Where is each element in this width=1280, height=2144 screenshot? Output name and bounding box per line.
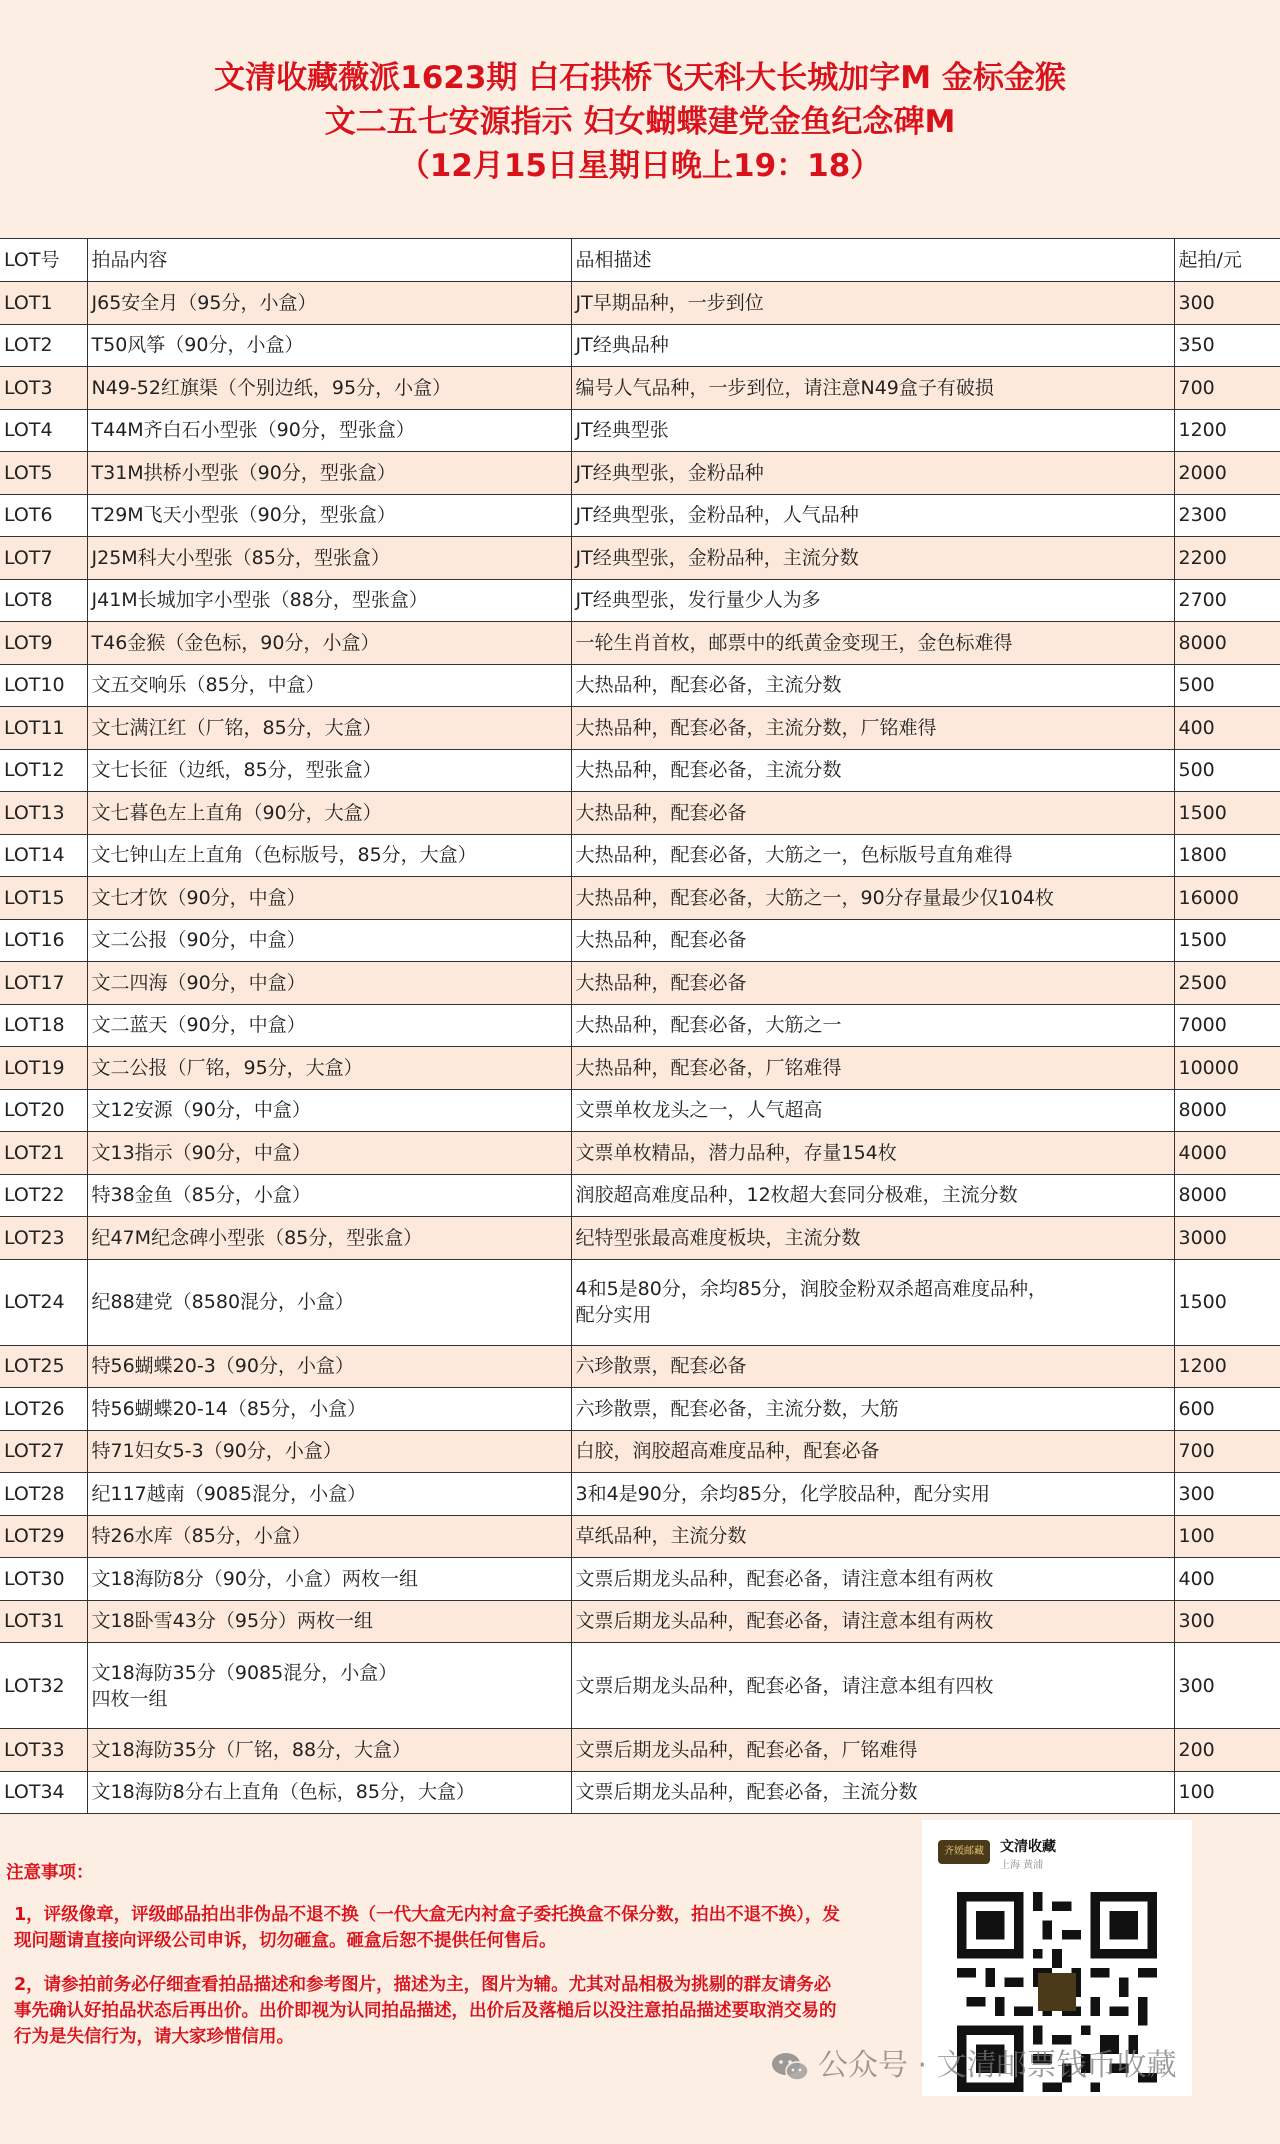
table-row — [0, 962, 1280, 1005]
lot-number-cell: LOT7 — [0, 537, 87, 580]
table-row — [0, 792, 1280, 835]
lot-price-cell: 300 — [1174, 1473, 1280, 1516]
title-line-3: （12月15日星期日晚上19：18） — [398, 148, 882, 184]
lot-number-cell: LOT15 — [0, 877, 87, 920]
lot-number-cell: LOT8 — [0, 579, 87, 622]
lot-price-cell: 100 — [1174, 1771, 1280, 1814]
lot-item-cell: 文18海防35分（厂铭，88分，大盒） — [87, 1729, 571, 1772]
lot-number-cell: LOT14 — [0, 834, 87, 877]
lot-price-cell: 1200 — [1174, 1345, 1280, 1388]
lot-price-cell: 2700 — [1174, 579, 1280, 622]
watermark-text: 公众号 · 文清邮票钱币收藏 — [818, 2048, 1177, 2083]
lot-condition-cell: JT经典型张，金粉品种 — [571, 452, 1174, 495]
lot-condition-cell: 白胶，润胶超高难度品种，配套必备 — [571, 1430, 1174, 1473]
lot-number-cell: LOT6 — [0, 494, 87, 537]
lot-item-cell: 文18海防8分右上直角（色标，85分，大盒） — [87, 1771, 571, 1814]
lot-number-cell: LOT31 — [0, 1600, 87, 1643]
lot-number-cell: LOT26 — [0, 1388, 87, 1431]
lot-condition-cell: 一轮生肖首枚，邮票中的纸黄金变现王，金色标难得 — [571, 622, 1174, 665]
table-row — [0, 1345, 1280, 1388]
lot-price-cell: 700 — [1174, 367, 1280, 410]
lot-item-cell: 文18卧雪43分（95分）两枚一组 — [87, 1600, 571, 1643]
lot-number-cell: LOT20 — [0, 1089, 87, 1132]
lot-item-cell: 文二蓝天（90分，中盒） — [87, 1004, 571, 1047]
lot-item-cell: 文五交响乐（85分，中盒） — [87, 664, 571, 707]
lot-item-cell: 文18海防8分（90分，小盒）两枚一组 — [87, 1558, 571, 1601]
lot-price-cell: 1800 — [1174, 834, 1280, 877]
lot-condition-cell: 文票后期龙头品种，配套必备，厂铭难得 — [571, 1729, 1174, 1772]
lot-number-cell: LOT32 — [0, 1643, 87, 1729]
lot-price-cell: 8000 — [1174, 1174, 1280, 1217]
lot-condition-cell: JT经典型张，金粉品种，主流分数 — [571, 537, 1174, 580]
table-row — [0, 622, 1280, 665]
lot-condition-cell: JT早期品种，一步到位 — [571, 282, 1174, 325]
lot-price-cell: 400 — [1174, 1558, 1280, 1601]
column-header-item: 拍品内容 — [87, 239, 571, 282]
lot-item-cell: 特71妇女5-3（90分，小盒） — [87, 1430, 571, 1473]
notice-section — [6, 1860, 846, 2068]
lot-number-cell: LOT11 — [0, 707, 87, 750]
table-row — [0, 1558, 1280, 1601]
title-line-2: 文二五七安源指示 妇女蝴蝶建党金鱼纪念碑M — [324, 104, 956, 140]
page-header — [0, 0, 1280, 238]
lot-condition-cell: 文票后期龙头品种，配套必备，请注意本组有两枚 — [571, 1600, 1174, 1643]
table-row — [0, 1132, 1280, 1175]
lot-condition-cell: 六珍散票，配套必备，主流分数，大筋 — [571, 1388, 1174, 1431]
lot-price-cell: 10000 — [1174, 1047, 1280, 1090]
lot-price-cell: 4000 — [1174, 1132, 1280, 1175]
lot-condition-cell: 润胶超高难度品种，12枚超大套同分极难，主流分数 — [571, 1174, 1174, 1217]
lot-number-cell: LOT27 — [0, 1430, 87, 1473]
lot-item-cell: 文七钟山左上直角（色标版号，85分，大盒） — [87, 834, 571, 877]
lot-item-cell: 纪117越南（9085混分，小盒） — [87, 1473, 571, 1516]
brand-location: 上海 黄浦 — [1000, 1860, 1044, 1871]
table-row — [0, 537, 1280, 580]
lot-item-cell: 文七暮色左上直角（90分，大盒） — [87, 792, 571, 835]
footer — [0, 1814, 1280, 2102]
lot-condition-cell: 大热品种，配套必备，大筋之一 — [571, 1004, 1174, 1047]
watermark — [770, 2040, 1177, 2084]
table-row — [0, 1771, 1280, 1814]
lot-condition-cell: 大热品种，配套必备，大筋之一，色标版号直角难得 — [571, 834, 1174, 877]
table-row — [0, 1473, 1280, 1516]
lot-condition-cell: 大热品种，配套必备，主流分数 — [571, 664, 1174, 707]
lot-condition-cell: 六珍散票，配套必备 — [571, 1345, 1174, 1388]
lot-condition-cell: JT经典型张，发行量少人为多 — [571, 579, 1174, 622]
lot-condition-cell: 大热品种，配套必备 — [571, 919, 1174, 962]
lot-item-cell: N49-52红旗渠（个别边纸，95分，小盒） — [87, 367, 571, 410]
lot-price-cell: 300 — [1174, 1600, 1280, 1643]
table-header-row — [0, 239, 1280, 282]
lot-price-cell: 2200 — [1174, 537, 1280, 580]
lot-number-cell: LOT19 — [0, 1047, 87, 1090]
lot-price-cell: 700 — [1174, 1430, 1280, 1473]
lot-condition-cell: 文票后期龙头品种，配套必备，请注意本组有两枚 — [571, 1558, 1174, 1601]
lot-number-cell: LOT30 — [0, 1558, 87, 1601]
table-row — [0, 877, 1280, 920]
lot-item-cell: 文二公报（厂铭，95分，大盒） — [87, 1047, 571, 1090]
table-row — [0, 1643, 1280, 1729]
column-header-condition: 品相描述 — [571, 239, 1174, 282]
lot-number-cell: LOT34 — [0, 1771, 87, 1814]
lot-price-cell: 7000 — [1174, 1004, 1280, 1047]
lot-item-cell: T31M拱桥小型张（90分，型张盒） — [87, 452, 571, 495]
lot-price-cell: 200 — [1174, 1729, 1280, 1772]
lot-item-cell: 文13指示（90分，中盒） — [87, 1132, 571, 1175]
lot-number-cell: LOT22 — [0, 1174, 87, 1217]
lot-condition-cell: 文票后期龙头品种，配套必备，请注意本组有四枚 — [571, 1643, 1174, 1729]
lot-price-cell: 500 — [1174, 664, 1280, 707]
lot-price-cell: 500 — [1174, 749, 1280, 792]
lot-number-cell: LOT16 — [0, 919, 87, 962]
table-row — [0, 1729, 1280, 1772]
table-row — [0, 367, 1280, 410]
column-header-lot: LOT号 — [0, 239, 87, 282]
lot-condition-cell: 大热品种，配套必备 — [571, 792, 1174, 835]
lot-item-cell: 特56蝴蝶20-14（85分，小盒） — [87, 1388, 571, 1431]
lot-price-cell: 16000 — [1174, 877, 1280, 920]
lot-number-cell: LOT10 — [0, 664, 87, 707]
table-row — [0, 1089, 1280, 1132]
lot-number-cell: LOT13 — [0, 792, 87, 835]
lot-item-cell: T29M飞天小型张（90分，型张盒） — [87, 494, 571, 537]
lot-condition-cell: 文票后期龙头品种，配套必备，主流分数 — [571, 1771, 1174, 1814]
lot-price-cell: 8000 — [1174, 1089, 1280, 1132]
lot-condition-cell: JT经典品种 — [571, 324, 1174, 367]
lot-item-cell: T44M齐白石小型张（90分，型张盒） — [87, 409, 571, 452]
lot-price-cell: 2500 — [1174, 962, 1280, 1005]
lot-number-cell: LOT21 — [0, 1132, 87, 1175]
table-row — [0, 452, 1280, 495]
lot-item-cell: 特38金鱼（85分，小盒） — [87, 1174, 571, 1217]
lot-price-cell: 300 — [1174, 282, 1280, 325]
lot-item-cell: 文二公报（90分，中盒） — [87, 919, 571, 962]
table-row — [0, 1174, 1280, 1217]
lot-price-cell: 350 — [1174, 324, 1280, 367]
lot-price-cell: 600 — [1174, 1388, 1280, 1431]
table-row — [0, 834, 1280, 877]
table-row — [0, 1047, 1280, 1090]
table-row — [0, 919, 1280, 962]
lot-item-cell: 文12安源（90分，中盒） — [87, 1089, 571, 1132]
table-row — [0, 1388, 1280, 1431]
lot-number-cell: LOT18 — [0, 1004, 87, 1047]
lot-item-cell: 文七满江红（厂铭，85分，大盒） — [87, 707, 571, 750]
table-row — [0, 664, 1280, 707]
lot-condition-cell: 编号人气品种，一步到位，请注意N49盒子有破损 — [571, 367, 1174, 410]
lot-number-cell: LOT33 — [0, 1729, 87, 1772]
lot-item-cell: 文18海防35分（9085混分，小盒） 四枚一组 — [87, 1643, 571, 1729]
lot-number-cell: LOT9 — [0, 622, 87, 665]
table-row — [0, 579, 1280, 622]
lot-number-cell: LOT4 — [0, 409, 87, 452]
table-row — [0, 409, 1280, 452]
column-header-price: 起拍/元 — [1174, 239, 1280, 282]
lot-item-cell: T50风筝（90分，小盒） — [87, 324, 571, 367]
table-row — [0, 1515, 1280, 1558]
table-body — [0, 282, 1280, 1814]
lot-price-cell: 2300 — [1174, 494, 1280, 537]
lot-number-cell: LOT3 — [0, 367, 87, 410]
lot-condition-cell: 4和5是80分，余均85分，润胶金粉双杀超高难度品种， 配分实用 — [571, 1259, 1174, 1345]
lot-price-cell: 2000 — [1174, 452, 1280, 495]
wechat-icon — [770, 2051, 810, 2083]
lot-item-cell: 特26水库（85分，小盒） — [87, 1515, 571, 1558]
lot-item-cell: 文七才饮（90分，中盒） — [87, 877, 571, 920]
lot-number-cell: LOT25 — [0, 1345, 87, 1388]
table-row — [0, 707, 1280, 750]
lot-item-cell: 文二四海（90分，中盒） — [87, 962, 571, 1005]
notice-title: 注意事项： — [6, 1863, 94, 1883]
brand-name: 文清收藏 — [1000, 1839, 1056, 1855]
lot-item-cell: 特56蝴蝶20-3（90分，小盒） — [87, 1345, 571, 1388]
lot-item-cell: J25M科大小型张（85分，型张盒） — [87, 537, 571, 580]
lot-number-cell: LOT24 — [0, 1259, 87, 1345]
lot-price-cell: 100 — [1174, 1515, 1280, 1558]
lot-condition-cell: 大热品种，配套必备，厂铭难得 — [571, 1047, 1174, 1090]
table-row — [0, 749, 1280, 792]
lot-condition-cell: 大热品种，配套必备，大筋之一，90分存量最少仅104枚 — [571, 877, 1174, 920]
lot-number-cell: LOT17 — [0, 962, 87, 1005]
table-row — [0, 1004, 1280, 1047]
lot-price-cell: 300 — [1174, 1643, 1280, 1729]
lot-number-cell: LOT12 — [0, 749, 87, 792]
lot-item-cell: 文七长征（边纸，85分，型张盒） — [87, 749, 571, 792]
lot-item-cell: T46金猴（金色标，90分，小盒） — [87, 622, 571, 665]
lot-number-cell: LOT1 — [0, 282, 87, 325]
lot-number-cell: LOT5 — [0, 452, 87, 495]
lot-number-cell: LOT29 — [0, 1515, 87, 1558]
lot-number-cell: LOT2 — [0, 324, 87, 367]
lot-condition-cell: 大热品种，配套必备 — [571, 962, 1174, 1005]
lot-condition-cell: 大热品种，配套必备，主流分数 — [571, 749, 1174, 792]
lot-table — [0, 238, 1280, 1814]
lot-condition-cell: 3和4是90分，余均85分，化学胶品种，配分实用 — [571, 1473, 1174, 1516]
lot-price-cell: 400 — [1174, 707, 1280, 750]
lot-condition-cell: JT经典型张 — [571, 409, 1174, 452]
lot-price-cell: 3000 — [1174, 1217, 1280, 1260]
lot-price-cell: 1200 — [1174, 409, 1280, 452]
lot-condition-cell: 文票单枚龙头之一，人气超高 — [571, 1089, 1174, 1132]
lot-price-cell: 1500 — [1174, 792, 1280, 835]
lot-condition-cell: 纪特型张最高难度板块，主流分数 — [571, 1217, 1174, 1260]
lot-item-cell: J65安全月（95分，小盒） — [87, 282, 571, 325]
table-row — [0, 282, 1280, 325]
lot-item-cell: J41M长城加字小型张（88分，型张盒） — [87, 579, 571, 622]
lot-condition-cell: 草纸品种，主流分数 — [571, 1515, 1174, 1558]
lot-item-cell: 纪88建党（8580混分，小盒） — [87, 1259, 571, 1345]
table-row — [0, 1600, 1280, 1643]
table-row — [0, 1259, 1280, 1345]
lot-number-cell: LOT28 — [0, 1473, 87, 1516]
table-row — [0, 1217, 1280, 1260]
lot-condition-cell: 文票单枚精品，潜力品种，存量154枚 — [571, 1132, 1174, 1175]
lot-number-cell: LOT23 — [0, 1217, 87, 1260]
notice-item-2: 2，请参拍前务必仔细查看拍品描述和参考图片，描述为主，图片为辅。尤其对品相极为挑剔的群友请务必事先确认好拍品状态后再出价。出价即视为认同拍品描述，出价后及落槌后以没注意拍品描述要取消交易的行为是失信行为，请大家珍惜信用。 — [14, 1975, 837, 2047]
lot-condition-cell: 大热品种，配套必备，主流分数，厂铭难得 — [571, 707, 1174, 750]
lot-item-cell: 纪47M纪念碑小型张（85分，型张盒） — [87, 1217, 571, 1260]
lot-price-cell: 8000 — [1174, 622, 1280, 665]
table-row — [0, 1430, 1280, 1473]
lot-condition-cell: JT经典型张，金粉品种，人气品种 — [571, 494, 1174, 537]
brand-logo: 齐媛邮藏 — [938, 1840, 990, 1864]
lot-price-cell: 1500 — [1174, 1259, 1280, 1345]
table-row — [0, 324, 1280, 367]
table-row — [0, 494, 1280, 537]
lot-price-cell: 1500 — [1174, 919, 1280, 962]
notice-item-1: 1，评级像章，评级邮品拍出非伪品不退不换（一代大盒无内衬盒子委托换盒不保分数，拍出不退不换），发现问题请直接向评级公司申诉，切勿砸盒。砸盒后恕不提供任何售后。 — [14, 1905, 840, 1951]
title-line-1: 文清收藏薇派1623期 白石拱桥飞天科大长城加字M 金标金猴 — [214, 60, 1066, 96]
